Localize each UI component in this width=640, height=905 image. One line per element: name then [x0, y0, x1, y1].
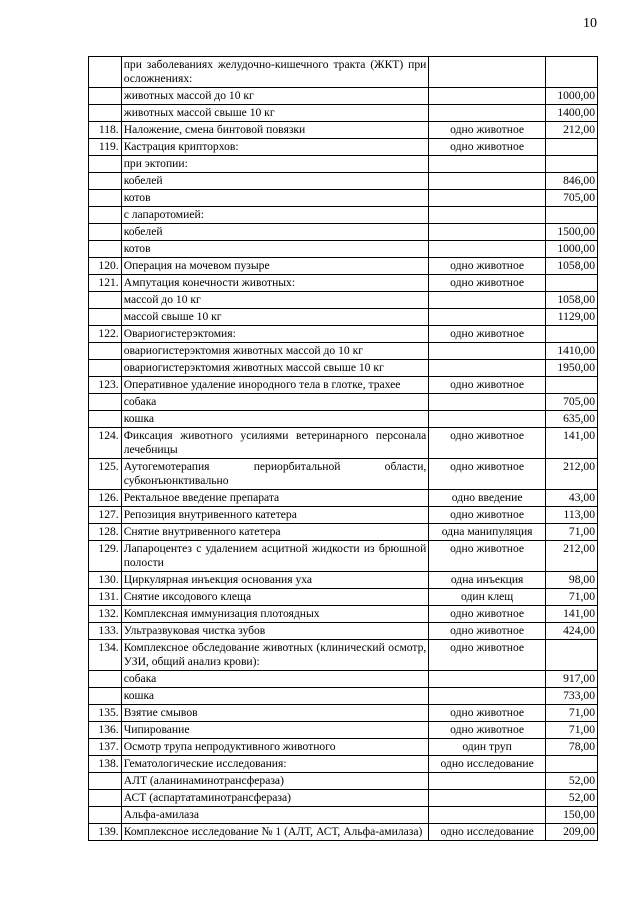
unit-cell — [429, 394, 546, 411]
price-cell: 212,00 — [545, 541, 597, 572]
unit-cell — [429, 190, 546, 207]
table-row — [89, 292, 598, 309]
table-row — [89, 705, 598, 722]
unit-cell — [429, 224, 546, 241]
row-number-cell: 137. — [89, 739, 122, 756]
unit-cell: одно животное — [429, 459, 546, 490]
unit-cell: одна манипуляция — [429, 524, 546, 541]
unit-cell — [429, 790, 546, 807]
row-number-cell — [89, 173, 122, 190]
table-row — [89, 88, 598, 105]
unit-cell: одно животное — [429, 705, 546, 722]
table-row — [89, 541, 598, 572]
table-row — [89, 207, 598, 224]
service-name-cell: с лапаротомией: — [121, 207, 429, 224]
row-number-cell — [89, 343, 122, 360]
unit-cell — [429, 241, 546, 258]
service-name-cell: АЛТ (аланинаминотрансфераза) — [121, 773, 429, 790]
service-name-cell: массой свыше 10 кг — [121, 309, 429, 326]
service-name-cell: собака — [121, 671, 429, 688]
unit-cell — [429, 292, 546, 309]
row-number-cell — [89, 790, 122, 807]
unit-cell: одно введение — [429, 490, 546, 507]
unit-cell: одно животное — [429, 377, 546, 394]
price-table-body — [89, 57, 598, 841]
row-number-cell: 126. — [89, 490, 122, 507]
row-number-cell — [89, 190, 122, 207]
unit-cell: одно животное — [429, 258, 546, 275]
price-cell: 43,00 — [545, 490, 597, 507]
price-cell — [545, 156, 597, 173]
row-number-cell — [89, 207, 122, 224]
unit-cell: одно животное — [429, 275, 546, 292]
table-row — [89, 258, 598, 275]
unit-cell — [429, 57, 546, 88]
price-cell: 71,00 — [545, 589, 597, 606]
table-row — [89, 756, 598, 773]
price-cell: 1000,00 — [545, 241, 597, 258]
row-number-cell — [89, 773, 122, 790]
price-cell: 98,00 — [545, 572, 597, 589]
table-row — [89, 688, 598, 705]
row-number-cell: 122. — [89, 326, 122, 343]
table-row — [89, 640, 598, 671]
price-cell: 1000,00 — [545, 88, 597, 105]
service-name-cell: Гематологические исследования: — [121, 756, 429, 773]
price-cell — [545, 207, 597, 224]
service-name-cell: животных массой свыше 10 кг — [121, 105, 429, 122]
unit-cell: одно животное — [429, 623, 546, 640]
unit-cell — [429, 688, 546, 705]
row-number-cell — [89, 57, 122, 88]
table-row — [89, 490, 598, 507]
unit-cell: одна инъекция — [429, 572, 546, 589]
row-number-cell — [89, 360, 122, 377]
price-cell: 150,00 — [545, 807, 597, 824]
service-name-cell: Снятие внутривенного катетера — [121, 524, 429, 541]
price-cell: 71,00 — [545, 705, 597, 722]
unit-cell — [429, 156, 546, 173]
row-number-cell: 133. — [89, 623, 122, 640]
price-cell: 1129,00 — [545, 309, 597, 326]
service-name-cell: Циркулярная инъекция основания уха — [121, 572, 429, 589]
unit-cell: одно животное — [429, 722, 546, 739]
unit-cell: одно животное — [429, 428, 546, 459]
table-row — [89, 105, 598, 122]
service-name-cell: Овариогистерэктомия: — [121, 326, 429, 343]
price-cell: 52,00 — [545, 773, 597, 790]
price-cell: 635,00 — [545, 411, 597, 428]
price-cell: 212,00 — [545, 122, 597, 139]
price-cell: 1500,00 — [545, 224, 597, 241]
table-row — [89, 275, 598, 292]
table-row — [89, 377, 598, 394]
price-cell: 733,00 — [545, 688, 597, 705]
table-row — [89, 309, 598, 326]
service-name-cell: Комплексное исследование № 1 (АЛТ, АСТ, Альфа-амилаза) — [121, 824, 429, 841]
service-name-cell: котов — [121, 190, 429, 207]
page-number: 10 — [583, 16, 597, 31]
row-number-cell: 132. — [89, 606, 122, 623]
row-number-cell: 121. — [89, 275, 122, 292]
unit-cell: один клещ — [429, 589, 546, 606]
unit-cell — [429, 773, 546, 790]
unit-cell — [429, 411, 546, 428]
service-name-cell: Ампутация конечности животных: — [121, 275, 429, 292]
row-number-cell — [89, 309, 122, 326]
unit-cell: одно животное — [429, 640, 546, 671]
row-number-cell: 125. — [89, 459, 122, 490]
table-row — [89, 156, 598, 173]
service-name-cell: Кастрация крипторхов: — [121, 139, 429, 156]
row-number-cell: 123. — [89, 377, 122, 394]
service-name-cell: Ректальное введение препарата — [121, 490, 429, 507]
row-number-cell — [89, 224, 122, 241]
table-row — [89, 739, 598, 756]
service-name-cell: при эктопии: — [121, 156, 429, 173]
service-name-cell: кошка — [121, 688, 429, 705]
service-name-cell: Взятие смывов — [121, 705, 429, 722]
row-number-cell: 134. — [89, 640, 122, 671]
row-number-cell: 118. — [89, 122, 122, 139]
service-name-cell: животных массой до 10 кг — [121, 88, 429, 105]
unit-cell — [429, 807, 546, 824]
service-name-cell: Комплексная иммунизация плотоядных — [121, 606, 429, 623]
unit-cell: одно исследование — [429, 824, 546, 841]
service-name-cell: Фиксация животного усилиями ветеринарного персонала лечебницы — [121, 428, 429, 459]
service-name-cell: Снятие иксодового клеща — [121, 589, 429, 606]
row-number-cell: 138. — [89, 756, 122, 773]
unit-cell: одно животное — [429, 326, 546, 343]
price-cell — [545, 139, 597, 156]
price-table — [88, 56, 598, 841]
table-row — [89, 241, 598, 258]
service-name-cell: овариогистерэктомия животных массой свыше 10 кг — [121, 360, 429, 377]
table-row — [89, 572, 598, 589]
price-cell: 78,00 — [545, 739, 597, 756]
price-cell: 71,00 — [545, 722, 597, 739]
unit-cell — [429, 343, 546, 360]
service-name-cell: Аутогемотерапия периорбитальной области, субконъюнктивально — [121, 459, 429, 490]
service-name-cell: Операция на мочевом пузыре — [121, 258, 429, 275]
table-row — [89, 326, 598, 343]
row-number-cell — [89, 807, 122, 824]
table-row — [89, 343, 598, 360]
service-name-cell: Альфа-амилаза — [121, 807, 429, 824]
price-cell: 1950,00 — [545, 360, 597, 377]
price-cell: 1058,00 — [545, 258, 597, 275]
table-row — [89, 173, 598, 190]
service-name-cell: кобелей — [121, 224, 429, 241]
table-row — [89, 671, 598, 688]
row-number-cell: 127. — [89, 507, 122, 524]
table-row — [89, 459, 598, 490]
row-number-cell — [89, 688, 122, 705]
service-name-cell: Чипирование — [121, 722, 429, 739]
unit-cell: одно животное — [429, 606, 546, 623]
service-name-cell: Ультразвуковая чистка зубов — [121, 623, 429, 640]
row-number-cell: 136. — [89, 722, 122, 739]
unit-cell — [429, 88, 546, 105]
row-number-cell: 135. — [89, 705, 122, 722]
unit-cell — [429, 105, 546, 122]
service-name-cell: Репозиция внутривенного катетера — [121, 507, 429, 524]
table-row — [89, 623, 598, 640]
service-name-cell: кобелей — [121, 173, 429, 190]
table-row — [89, 57, 598, 88]
price-cell — [545, 377, 597, 394]
service-name-cell: АСТ (аспартатаминотрансфераза) — [121, 790, 429, 807]
table-row — [89, 589, 598, 606]
service-name-cell: собака — [121, 394, 429, 411]
row-number-cell: 129. — [89, 541, 122, 572]
service-name-cell: массой до 10 кг — [121, 292, 429, 309]
row-number-cell — [89, 156, 122, 173]
row-number-cell — [89, 241, 122, 258]
service-name-cell: кошка — [121, 411, 429, 428]
price-cell — [545, 57, 597, 88]
table-row — [89, 507, 598, 524]
price-cell: 424,00 — [545, 623, 597, 640]
unit-cell: одно животное — [429, 139, 546, 156]
table-row — [89, 824, 598, 841]
price-cell — [545, 326, 597, 343]
price-cell: 113,00 — [545, 507, 597, 524]
service-name-cell: при заболеваниях желудочно-кишечного тракта (ЖКТ) при осложнениях: — [121, 57, 429, 88]
table-row — [89, 524, 598, 541]
row-number-cell: 130. — [89, 572, 122, 589]
table-row — [89, 790, 598, 807]
row-number-cell: 131. — [89, 589, 122, 606]
price-cell: 141,00 — [545, 428, 597, 459]
table-row — [89, 606, 598, 623]
price-cell: 1410,00 — [545, 343, 597, 360]
row-number-cell — [89, 292, 122, 309]
service-name-cell: Лапароцентез с удалением асцитной жидкости из брюшной полости — [121, 541, 429, 572]
unit-cell — [429, 360, 546, 377]
table-row — [89, 428, 598, 459]
unit-cell — [429, 671, 546, 688]
unit-cell: один труп — [429, 739, 546, 756]
unit-cell — [429, 207, 546, 224]
table-row — [89, 722, 598, 739]
table-row — [89, 139, 598, 156]
table-row — [89, 394, 598, 411]
price-cell — [545, 756, 597, 773]
unit-cell: одно животное — [429, 507, 546, 524]
price-cell: 917,00 — [545, 671, 597, 688]
price-cell: 212,00 — [545, 459, 597, 490]
unit-cell — [429, 309, 546, 326]
service-name-cell: Оперативное удаление инородного тела в глотке, трахее — [121, 377, 429, 394]
row-number-cell — [89, 105, 122, 122]
price-cell: 846,00 — [545, 173, 597, 190]
table-row — [89, 773, 598, 790]
table-row — [89, 360, 598, 377]
table-row — [89, 122, 598, 139]
price-cell: 1058,00 — [545, 292, 597, 309]
price-cell: 705,00 — [545, 190, 597, 207]
row-number-cell — [89, 411, 122, 428]
price-cell: 141,00 — [545, 606, 597, 623]
unit-cell: одно животное — [429, 122, 546, 139]
unit-cell: одно животное — [429, 541, 546, 572]
table-row — [89, 224, 598, 241]
price-cell — [545, 640, 597, 671]
price-cell: 1400,00 — [545, 105, 597, 122]
row-number-cell: 119. — [89, 139, 122, 156]
service-name-cell: котов — [121, 241, 429, 258]
price-cell: 705,00 — [545, 394, 597, 411]
service-name-cell: Осмотр трупа непродуктивного животного — [121, 739, 429, 756]
row-number-cell: 124. — [89, 428, 122, 459]
table-row — [89, 411, 598, 428]
row-number-cell: 120. — [89, 258, 122, 275]
service-name-cell: овариогистерэктомия животных массой до 10 кг — [121, 343, 429, 360]
price-cell: 71,00 — [545, 524, 597, 541]
price-cell: 52,00 — [545, 790, 597, 807]
unit-cell — [429, 173, 546, 190]
table-row — [89, 190, 598, 207]
service-name-cell: Комплексное обследование животных (клинический осмотр, УЗИ, общий анализ крови): — [121, 640, 429, 671]
row-number-cell: 139. — [89, 824, 122, 841]
price-cell: 209,00 — [545, 824, 597, 841]
row-number-cell — [89, 394, 122, 411]
price-cell — [545, 275, 597, 292]
unit-cell: одно исследование — [429, 756, 546, 773]
row-number-cell — [89, 671, 122, 688]
service-name-cell: Наложение, смена бинтовой повязки — [121, 122, 429, 139]
row-number-cell: 128. — [89, 524, 122, 541]
table-row — [89, 807, 598, 824]
row-number-cell — [89, 88, 122, 105]
